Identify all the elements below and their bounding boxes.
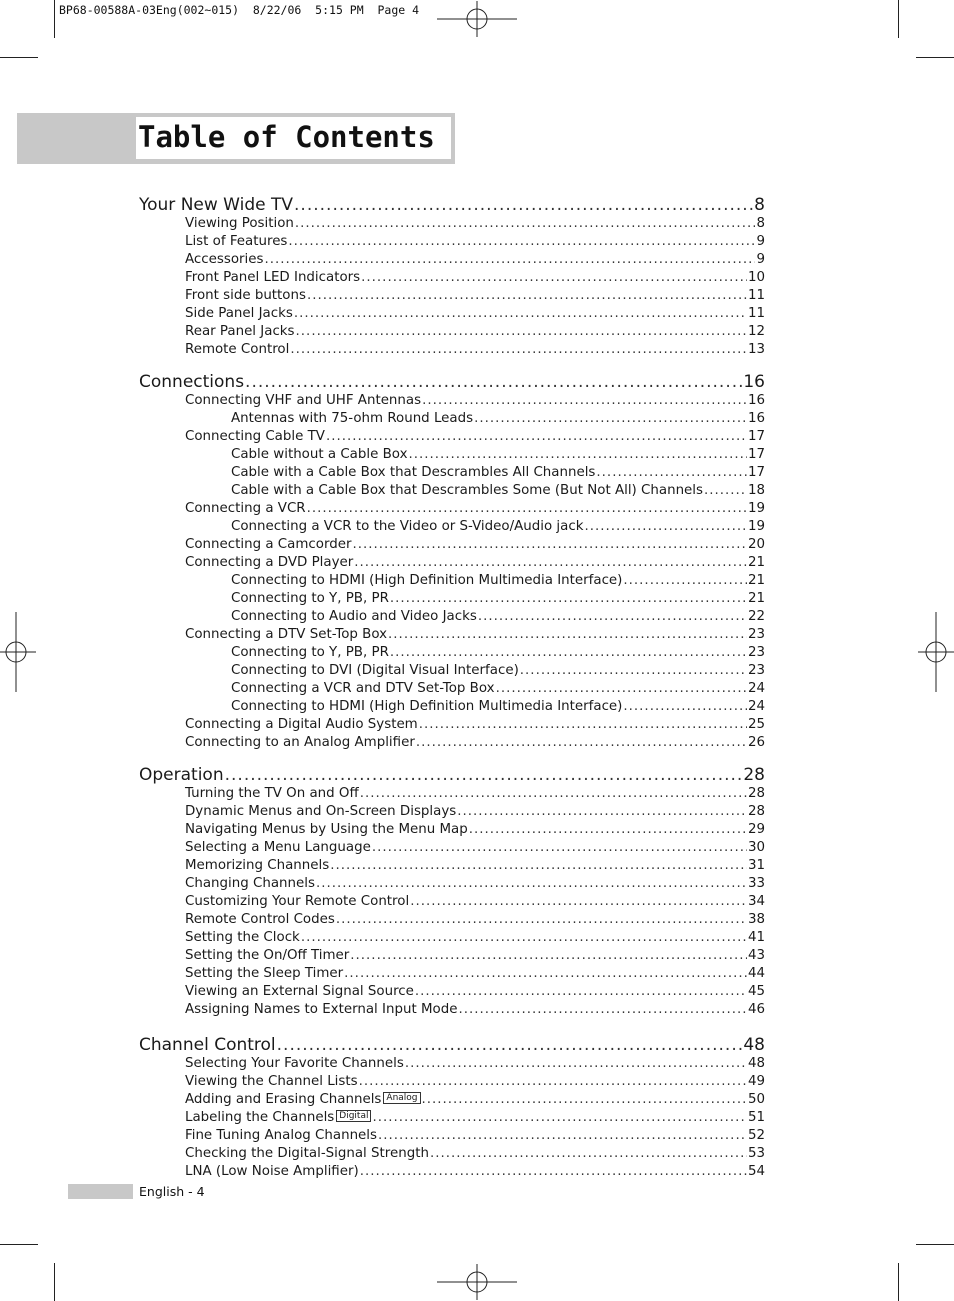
toc-page-number: 28 <box>747 786 765 801</box>
toc-page-number: 54 <box>747 1164 765 1179</box>
toc-page-number: 33 <box>747 876 765 891</box>
toc-label: Connecting a VCR to the Video or S-Video/Audio jack <box>231 519 584 534</box>
toc-entry[interactable] <box>185 501 765 519</box>
toc-entry[interactable] <box>185 627 765 645</box>
toc-leader <box>290 342 747 357</box>
toc-leader <box>294 306 747 321</box>
toc-entry[interactable] <box>231 609 765 627</box>
crop-mark <box>898 0 899 38</box>
registration-mark-icon <box>918 612 954 692</box>
toc-page-number: 13 <box>747 342 765 357</box>
toc-entry[interactable] <box>185 735 765 753</box>
toc-label: Memorizing Channels <box>185 858 330 873</box>
toc-page-number: 11 <box>747 288 765 303</box>
toc-page-number: 16 <box>747 393 765 408</box>
toc-leader <box>410 894 747 909</box>
toc-page-number: 20 <box>747 537 765 552</box>
toc-leader <box>245 372 742 392</box>
toc-page-number: 21 <box>747 555 765 570</box>
crop-mark <box>0 57 38 58</box>
print-slug: BP68-00588A-03Eng(002~015) 8/22/06 5:15 PM Page 4 <box>59 3 420 17</box>
footer-bar <box>68 1184 133 1199</box>
toc-leader <box>457 804 747 819</box>
toc-entry[interactable] <box>231 483 765 501</box>
crop-mark <box>916 1244 954 1245</box>
toc-page-number: 46 <box>747 1002 765 1017</box>
toc-label: Connecting to Audio and Video Jacks <box>231 609 477 624</box>
toc-entry[interactable] <box>185 324 765 342</box>
toc-entry[interactable] <box>185 930 765 948</box>
toc-page-number: 11 <box>747 306 765 321</box>
toc-entry[interactable] <box>185 894 765 912</box>
toc-page-number: 17 <box>747 465 765 480</box>
toc-leader <box>316 876 747 891</box>
toc-leader <box>361 270 747 285</box>
toc-section[interactable] <box>139 195 765 217</box>
toc-entry[interactable] <box>185 234 765 252</box>
crop-mark <box>0 1244 38 1245</box>
toc-leader <box>301 930 747 945</box>
toc-section[interactable] <box>139 765 765 787</box>
toc-page-number: 49 <box>747 1074 765 1089</box>
toc-label: Setting the On/Off Timer <box>185 948 350 963</box>
page-footer: English - 4 <box>139 1184 205 1199</box>
toc-label: Cable with a Cable Box that Descrambles All Channels <box>231 465 596 480</box>
toc-entry[interactable] <box>185 804 765 822</box>
toc-leader <box>478 609 747 624</box>
toc-entry[interactable] <box>185 1074 765 1092</box>
toc-page-number: 19 <box>747 519 765 534</box>
toc-entry[interactable] <box>231 591 765 609</box>
toc-label: Viewing the Channel Lists <box>185 1074 358 1089</box>
toc-leader <box>277 1035 743 1055</box>
toc-label: Selecting a Menu Language <box>185 840 371 855</box>
toc-label: Customizing Your Remote Control <box>185 894 410 909</box>
toc-label: Connecting a VCR and DTV Set-Top Box <box>231 681 495 696</box>
toc-label: Operation <box>139 765 224 785</box>
toc-leader <box>378 1128 747 1143</box>
toc-leader <box>422 393 747 408</box>
toc-page-number: 24 <box>747 699 765 714</box>
toc-leader <box>416 735 747 750</box>
toc-page-number: 25 <box>747 717 765 732</box>
toc-leader <box>264 252 755 267</box>
toc-label: Your New Wide TV <box>139 195 294 215</box>
toc-page-number: 48 <box>743 1035 765 1055</box>
toc-entry[interactable] <box>185 717 765 735</box>
toc-page-number: 8 <box>754 195 765 215</box>
toc-page-number: 9 <box>756 252 765 267</box>
toc-entry[interactable] <box>185 786 765 804</box>
toc-page-number: 51 <box>747 1110 765 1125</box>
toc-leader <box>415 984 747 999</box>
toc-leader <box>419 717 747 732</box>
toc-label: Adding and Erasing Channels <box>185 1092 382 1107</box>
toc-leader <box>336 912 747 927</box>
toc-label: Antennas with 75-ohm Round Leads <box>231 411 474 426</box>
toc-label: Connecting to HDMI (High Definition Multimedia Interface) <box>231 699 623 714</box>
toc-page-number: 43 <box>747 948 765 963</box>
toc-label: LNA (Low Noise Amplifier) <box>185 1164 359 1179</box>
toc-page-number: 16 <box>747 411 765 426</box>
toc-leader <box>623 573 747 588</box>
toc-label: Connecting a Camcorder <box>185 537 352 552</box>
toc-leader <box>422 1092 747 1107</box>
toc-entry[interactable] <box>185 948 765 966</box>
toc-entry[interactable] <box>231 681 765 699</box>
toc-page-number: 45 <box>747 984 765 999</box>
toc-entry[interactable] <box>231 465 765 483</box>
toc-entry[interactable] <box>231 519 765 537</box>
toc-label: Connecting a VCR <box>185 501 306 516</box>
toc-label: Connections <box>139 372 245 392</box>
toc-page-number: 52 <box>747 1128 765 1143</box>
toc-leader <box>294 195 753 215</box>
toc-entry[interactable] <box>185 270 765 288</box>
crop-mark <box>916 57 954 58</box>
toc-label: Connecting to an Analog Amplifier <box>185 735 415 750</box>
toc-entry[interactable] <box>185 1092 765 1110</box>
toc-leader <box>469 822 747 837</box>
toc-label: Viewing Position <box>185 216 294 231</box>
toc-leader <box>390 591 747 606</box>
toc-leader <box>344 966 747 981</box>
toc-leader <box>458 1002 747 1017</box>
toc-entry[interactable] <box>185 537 765 555</box>
toc-page-number: 53 <box>747 1146 765 1161</box>
toc-leader <box>372 1110 746 1125</box>
toc-page-number: 50 <box>747 1092 765 1107</box>
toc-page-number: 8 <box>756 216 765 231</box>
toc-leader <box>295 216 756 231</box>
toc-label: Changing Channels <box>185 876 315 891</box>
toc-entry[interactable] <box>231 573 765 591</box>
toc-entry[interactable] <box>185 252 765 270</box>
crop-mark <box>54 0 55 38</box>
toc-page-number: 10 <box>747 270 765 285</box>
toc-label: Fine Tuning Analog Channels <box>185 1128 377 1143</box>
toc-label: Viewing an External Signal Source <box>185 984 414 999</box>
toc-label: Turning the TV On and Off <box>185 786 359 801</box>
toc-label: Connecting VHF and UHF Antennas <box>185 393 422 408</box>
toc-entry[interactable] <box>185 912 765 930</box>
toc-entry[interactable] <box>185 306 765 324</box>
toc-label: Setting the Clock <box>185 930 300 945</box>
toc-page-number: 19 <box>747 501 765 516</box>
toc-leader <box>584 519 746 534</box>
toc-label: Side Panel Jacks <box>185 306 293 321</box>
toc-page-number: 28 <box>743 765 765 785</box>
toc-entry[interactable] <box>185 288 765 306</box>
toc-entry[interactable] <box>185 1056 765 1074</box>
toc-page-number: 41 <box>747 930 765 945</box>
registration-mark-icon <box>0 612 36 692</box>
toc-page-number: 17 <box>747 429 765 444</box>
toc-entry[interactable] <box>185 429 765 447</box>
toc-label: Cable with a Cable Box that Descrambles Some (But Not All) Channels <box>231 483 703 498</box>
toc-entry[interactable] <box>185 1110 765 1128</box>
toc-label: Dynamic Menus and On-Screen Displays <box>185 804 457 819</box>
toc-entry[interactable] <box>185 1128 765 1146</box>
toc-leader <box>623 699 747 714</box>
toc-label: Connecting Cable TV <box>185 429 325 444</box>
toc-leader <box>354 555 747 570</box>
toc-page-number: 12 <box>747 324 765 339</box>
toc-badge: Digital <box>336 1110 371 1122</box>
toc-entry[interactable] <box>231 447 765 465</box>
toc-label: Channel Control <box>139 1035 276 1055</box>
toc-leader <box>360 786 747 801</box>
toc-label: Front Panel LED Indicators <box>185 270 361 285</box>
toc-entry[interactable] <box>185 840 765 858</box>
toc-leader <box>330 858 747 873</box>
toc-leader <box>360 1164 747 1179</box>
toc-leader <box>520 663 747 678</box>
toc-page-number: 26 <box>747 735 765 750</box>
toc-page-number: 23 <box>747 663 765 678</box>
toc-page-number: 21 <box>747 573 765 588</box>
toc-label: Labeling the Channels <box>185 1110 335 1125</box>
toc-page-number: 18 <box>747 483 765 498</box>
toc-page-number: 23 <box>747 645 765 660</box>
page-title: Table of Contents <box>138 120 435 154</box>
toc-entry[interactable] <box>185 1002 765 1020</box>
toc-leader <box>225 765 743 785</box>
toc-page-number: 31 <box>747 858 765 873</box>
toc-entry[interactable] <box>185 342 765 360</box>
toc-page-number: 30 <box>747 840 765 855</box>
toc-label: Connecting a DVD Player <box>185 555 354 570</box>
toc-label: Connecting a Digital Audio System <box>185 717 418 732</box>
toc-entry[interactable] <box>231 411 765 429</box>
toc-entry[interactable] <box>185 822 765 840</box>
toc-entry[interactable] <box>185 984 765 1002</box>
toc-page-number: 23 <box>747 627 765 642</box>
toc-leader <box>409 447 747 462</box>
toc-leader <box>390 645 747 660</box>
toc-entry[interactable] <box>231 663 765 681</box>
toc-page-number: 38 <box>747 912 765 927</box>
toc-page-number: 28 <box>747 804 765 819</box>
toc-page-number: 9 <box>756 234 765 249</box>
toc-page-number: 21 <box>747 591 765 606</box>
toc-label: Connecting to HDMI (High Definition Multimedia Interface) <box>231 573 623 588</box>
toc-leader <box>350 948 747 963</box>
toc-leader <box>704 483 747 498</box>
toc-leader <box>359 1074 747 1089</box>
toc-leader <box>326 429 747 444</box>
toc-entry[interactable] <box>185 876 765 894</box>
toc-page-number: 44 <box>747 966 765 981</box>
toc-label: Front side buttons <box>185 288 306 303</box>
toc-leader <box>296 324 747 339</box>
toc-label: Navigating Menus by Using the Menu Map <box>185 822 468 837</box>
toc-label: Assigning Names to External Input Mode <box>185 1002 458 1017</box>
toc-entry[interactable] <box>185 393 765 411</box>
toc-label: List of Features <box>185 234 288 249</box>
toc-entry[interactable] <box>185 966 765 984</box>
toc-leader <box>430 1146 747 1161</box>
toc-label: Rear Panel Jacks <box>185 324 295 339</box>
toc-entry[interactable] <box>185 1164 765 1182</box>
registration-mark-icon <box>437 1 517 37</box>
registration-mark-icon <box>437 1264 517 1300</box>
toc-page-number: 17 <box>747 447 765 462</box>
toc-page-number: 16 <box>743 372 765 392</box>
toc-label: Cable without a Cable Box <box>231 447 408 462</box>
toc-entry[interactable] <box>185 1146 765 1164</box>
toc-page-number: 34 <box>747 894 765 909</box>
toc-label: Checking the Digital-Signal Strength <box>185 1146 429 1161</box>
toc-entry[interactable] <box>231 645 765 663</box>
toc-label: Remote Control <box>185 342 290 357</box>
toc-label: Selecting Your Favorite Channels <box>185 1056 404 1071</box>
toc-page-number: 22 <box>747 609 765 624</box>
crop-mark <box>898 1263 899 1301</box>
toc-page-number: 48 <box>747 1056 765 1071</box>
toc-leader <box>307 501 747 516</box>
toc-leader <box>405 1056 747 1071</box>
toc-leader <box>372 840 747 855</box>
toc-section[interactable] <box>139 372 765 394</box>
toc-leader <box>388 627 747 642</box>
toc-label: Connecting to DVI (Digital Visual Interface) <box>231 663 519 678</box>
toc-page-number: 29 <box>747 822 765 837</box>
toc-label: Connecting to Y, PB, PR <box>231 591 389 606</box>
toc-entry[interactable] <box>185 555 765 573</box>
toc-leader <box>352 537 746 552</box>
toc-entry[interactable] <box>185 216 765 234</box>
toc-leader <box>288 234 755 249</box>
toc-label: Accessories <box>185 252 264 267</box>
crop-mark <box>54 1263 55 1301</box>
toc-label: Connecting to Y, PB, PR <box>231 645 389 660</box>
toc-leader <box>596 465 747 480</box>
toc-badge: Analog <box>383 1092 420 1104</box>
toc-page-number: 24 <box>747 681 765 696</box>
toc-entry[interactable] <box>231 699 765 717</box>
toc-leader <box>496 681 747 696</box>
toc-entry[interactable] <box>185 858 765 876</box>
toc-label: Setting the Sleep Timer <box>185 966 344 981</box>
toc-leader <box>474 411 747 426</box>
toc-leader <box>307 288 747 303</box>
toc-section[interactable] <box>139 1035 765 1057</box>
toc-label: Remote Control Codes <box>185 912 335 927</box>
toc-label: Connecting a DTV Set-Top Box <box>185 627 388 642</box>
